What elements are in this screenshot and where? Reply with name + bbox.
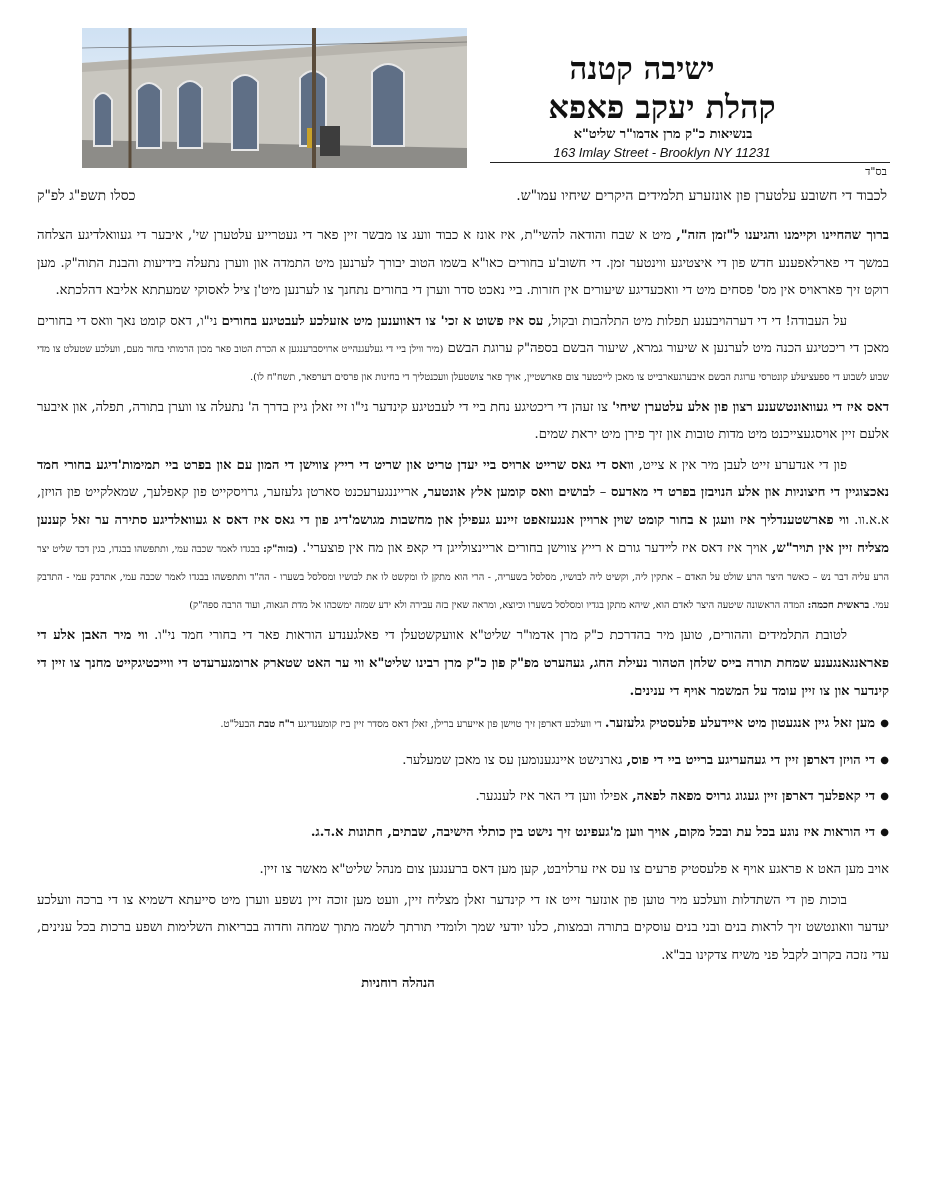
paragraph-4-text-b: –	[595, 485, 611, 501]
closing-1: אויב מען האט א פראגע אויף א פלעסטיק פרעים צו עס איז ערלויבט, קען מען דאס ברענגען צום מנהל שליט"א מאשר צו זיין.	[259, 862, 889, 878]
paragraph-2-bold: עס איז פשוט א זכי' צו דאווענען מיט אזעלכע לעבטיגע בחורים	[221, 313, 544, 329]
rule-item	[37, 711, 889, 738]
paragraph-2	[37, 308, 889, 391]
rule-2-bold: די הויזן דארפן זיין די געהעריגע ברייט ביי די פוס,	[626, 753, 875, 769]
paragraph-4-note-label-b: בראשית חכמה:	[807, 599, 870, 611]
closing-2: בוכות פון די השתדלות וועלכע מיר טוען פון אונזער זייט אז די קינדער זאלן מצליח זיין, וועט מען זוכה זיין נשפע ווערן מיט סייעתא דשמיא צו די ברכה וועלכע יעדער וואונטשט זיך לראות בנים ובני בנים עוסקים בתורה ובמצות, כלנו יודעי שמך ולומדי תורתך לשמה מתוך שמחה וחדוה בבריאות השלימות ושפע ברכות בכל ענינים, עדי נזכה בקרוב לקבל פני משיח צדקינו בב"א.	[37, 892, 889, 963]
paragraph-4-bold-c: ווי פארשטענדליך איז וועגן א בחור קומט שוין ארויין אנגעזאפט זיינע געפילן און מחשבות מגושמ'דיג פון די גאס איז דאס א געוואלדיגע סתירה ער זאל קענען מצליח זיין אין תויר"ש,	[37, 512, 889, 556]
paragraph-2-text-b: ני"ו, דאס קומט נאך וואס די בחורים מאכן די ריכטיגע הכנה מיט לערנען א שיעור גמרא, שיעור הבשם בספה"ק ערוגת הבשם	[37, 313, 889, 357]
rule-1-bold: מען זאל גיין אנגעטון מיט איידעלע פלעסטיק גלעזער.	[604, 716, 875, 732]
hebrew-date: כסלו תשפ"ג לפ"ק	[37, 188, 136, 204]
paragraph-4-bold-a: וואס די גאס שרייט ארויס ביי יעדן טריט און שריט די רייץ צווישן די המון עם און בפרט ביי תמימות'דיגע בחורי חמד נאכצוגיין די חיצוניות און אלע הנויבזן בפרט די מאדעס	[37, 457, 890, 501]
greeting-line: לכבוד די חשובע עלטערן פון אונזערע תלמידים היקרים שיחיו עמו"ש.	[516, 188, 887, 204]
paragraph-4-bold-b: לבושים וואס קומען אלץ אונטער,	[423, 485, 596, 501]
rule-3-text: אפילו ווען די האר איז לענגער.	[475, 789, 633, 805]
paragraph-2-note: (מיר ווילן ביי די געלעגנהייט ארויסברענגען א הכרת הטוב פאר מכון הרמותי בחור מעם, וועלכע שטעלט צו מדי שבוע לשבוע די ספעציעלע קונטרסי ערוגת הבשם איבערגעארבייט צו מאכן לייכטער צום פארשטיין, אויך פאר צושטעלן וועכנטליך די בחינות און פרסים דערפאר, תשח"ח לו).	[37, 344, 889, 383]
school-name: ישיבה קטנה	[569, 51, 715, 87]
rule-3-bold: די קאפלעך דארפן זיין געגוג גרויס מפאה לפאה,	[632, 789, 875, 805]
rule-item	[37, 784, 889, 810]
paragraph-4-text-c: ארייננגערעכנט סארטן גלעזער, גרויסקייט פון קאפלעך, שמאלקייט פון הויזן, א.א.וו.	[37, 485, 889, 528]
paragraph-5	[37, 622, 889, 705]
paragraph-4-text-d: אויך איז דאס איז לײדער גורם א רייץ צווישן בחורים אריינצולייגן די קאפ און מח אין פוצערי'.	[298, 540, 772, 556]
paragraph-2-text-a: על העבודה! די די דערהויבענע תפלות מיט התלהבות ובקול,	[543, 313, 847, 329]
rule-1-note: די וועלכע דארפן זיך טוישן פון אייערע ברילן, זאלן דאס מסדר זיין ביז קומענדיגע	[294, 719, 605, 731]
presidency-line: בנשיאות כ"ק מרן אדמו"ר שליט"א	[573, 127, 753, 142]
paragraph-3-text: צו זעהן די ריכטיגע נחת ביי די לעבטיגע קינדער ני"ו זיי זאלן גיין בדרך ה' נתעלה צו ווערן בתורה, תפלה, און איבער אלעם זיין אויסגעצייכנט מיט מדות טובות און זיך פירן מיט יראת שמים.	[37, 399, 889, 443]
paragraph-5-text: לטובת התלמידים וההורים, טוען מיר בהדרכת כ"ק מרן אדמו"ר שליט"א אוועקשטעלן די פאלגענדע הוראות פאר די בחורי חמד ני"ו.	[147, 628, 847, 644]
congregation-name: קהלת יעקב פאפא	[548, 88, 776, 126]
letter-body	[37, 222, 889, 998]
paragraph-3	[37, 394, 889, 449]
paragraph-4-text-a: פון די אנדערע זייט לעבן מיר אין א צייט,	[633, 457, 847, 473]
building-photo	[82, 28, 467, 168]
address-line: 163 Imlay Street - Brooklyn NY 11231	[553, 145, 771, 160]
paragraph-4-note: בבגדו לאמר שכבה עמי, ותתפשהו בבגדו, בגין דכד שליט יצר הרע עליה דבר נש – כאשר היצר הרע שולט על האדם – אתקין ליה, וקשיט ליה לבושיו, מסלסל בשעריה, - הרי הוא מתקן לו ומקשט לו את לבושיו ומסלסל בשערו - הה"ד ותתפשהו בבגדו לאמר שכבה עמי, אתדבק עמי - התדבק עמי.	[37, 543, 889, 611]
bsd-mark: בס"ד	[865, 165, 887, 178]
paragraph-1-lead: ברוך שהחיינו וקיימנו והגיענו ל"זמן הזה",	[676, 228, 889, 243]
rule-2-text: גארנישט איינגענומען עס צו מאכן שמעלער.	[402, 753, 627, 769]
paragraph-4-note-label: (בזוה"ק:	[263, 543, 298, 555]
rule-item	[37, 748, 889, 774]
signature: הנהלה רוחניות	[361, 976, 435, 992]
rule-1-note-end: הבעל"ט.	[220, 719, 259, 731]
rules-list	[37, 711, 889, 846]
paragraph-4-note-b: המדה הראשונה שיטעה היצר לאדם הוא, שיהא מתקן בגדיו ומסלסל בשערו וכיוצא, ומראה שאין בזה עבירה ולא ידע שמזה ימשכהו אל מדת הגאוה, ועוד הרבה ספה"ק)	[189, 599, 808, 611]
paragraph-3-bold: דאס איז די געוואונטשענע רצון פון אלע עלטערן שיחי'	[612, 399, 889, 415]
rule-item	[37, 820, 889, 846]
paragraph-1	[37, 222, 889, 305]
rule-4-bold: די הוראות איז נוגע בכל עת ובכל מקום, אויך ווען מ'געפינט זיך נישט בין כותלי הישיבה, שבתים, חתונות א.ד.ג.	[310, 825, 875, 841]
paragraph-1-text: מיט א שבח והודאה להשי"ת, איז אונז א כבוד וועג צו מבשר זיין פאר די געטרייע עלטערן שי', איבער די געוואלדיגע הצלחה במשך די פארלאפענע חדש פון די איצטיגע ווינטער זמן. די חשוב'ע בחורים כאו"א בשמו הטוב יבורך לערנען מיט התמדה און ווערן נתעלה בידיעות והבנת התוה"ק. מען רוקט זיך פאראויס אין מס' פסחים מיט די וואכעדיגע שיעורים אין חזרות. ביי נאכט סדר ווערן די בחורים נתחנך צו לערנען מיט'ן ציל לאסוקי שמעתתא אליבא דהלכתא.	[37, 228, 889, 299]
paragraph-5-bold: ווי מיר האבן אלע די פאראנגאנגענע שמחת תורה בייס שלחן הטהור נעילת החג, געהערט מפ"ק פון כ"ק מרן רבינו שליט"א ווי ער האט שטארק ארומגערעדט די ווייכטיגקייט מחנך צו זיין די קינדער און צו זיין עומד על המשמר אויף די ענינים.	[37, 628, 889, 699]
building-illustration	[82, 28, 467, 168]
header-rule	[490, 162, 890, 163]
rule-1-date: ר"ח טבת	[258, 719, 295, 731]
paragraph-4	[37, 452, 889, 620]
